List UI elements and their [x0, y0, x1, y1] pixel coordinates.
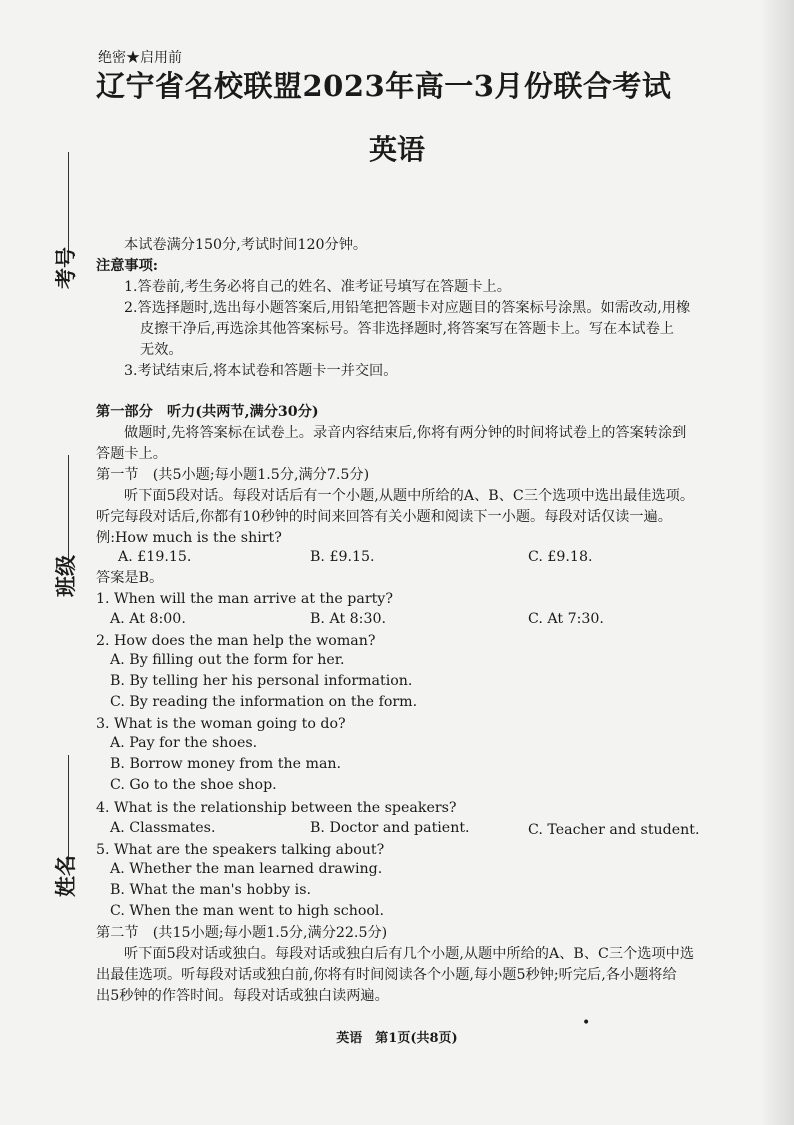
- q5-option-c: C. When the man went to high school.: [110, 903, 384, 919]
- note-2-end: 无效。: [140, 342, 183, 358]
- section1-instruction: 听下面5段对话。每段对话后有一个小题,从题中所给的A、B、C三个选项中选出最佳选项。: [124, 488, 695, 504]
- name-label: 姓名: [53, 855, 78, 897]
- q4-option-a: A. Classmates.: [110, 820, 216, 836]
- note-1: 1.答卷前,考生务必将自己的姓名、准考证号填写在答题卡上。: [124, 279, 511, 295]
- q1-option-b: B. At 8:30.: [310, 611, 387, 627]
- exam-no-line: [68, 152, 70, 260]
- confidential-label: 绝密★启用前: [98, 50, 182, 66]
- stray-mark: •: [582, 1015, 591, 1031]
- part1-title: 第一部分 听力(共两节,满分30分): [96, 404, 319, 420]
- exam-title: 辽宁省名校联盟2023年高一3月份联合考试: [96, 69, 672, 103]
- example-option-a: A. £19.15.: [118, 549, 192, 565]
- q2-option-b: B. By telling her his personal information.: [110, 673, 413, 689]
- page-footer: 英语 第1页(共8页): [336, 1031, 458, 1046]
- example-option-b: B. £9.15.: [310, 549, 375, 565]
- question-3: 3. What is the woman going to do?: [96, 716, 346, 732]
- note-2-cont: 皮擦干净后,再选涂其他答案标号。答非选择题时,将答案写在答题卡上。写在本试卷上: [140, 321, 674, 337]
- part1-instruction-cont: 答题卡上。: [96, 446, 167, 462]
- q1-option-c: C. At 7:30.: [528, 611, 604, 627]
- name-line: [68, 755, 70, 865]
- section2-instruction: 听下面5段对话或独白。每段对话或独白后有几个小题,从题中所给的A、B、C三个选项中选: [124, 946, 695, 962]
- notes-title: 注意事项:: [96, 258, 158, 274]
- q5-option-a: A. Whether the man learned drawing.: [110, 861, 383, 877]
- section2-title: 第二节 (共15小题;每小题1.5分,满分22.5分): [96, 925, 388, 941]
- class-label: 班级: [53, 555, 78, 597]
- question-4: 4. What is the relationship between the speakers?: [96, 800, 457, 816]
- q3-option-b: B. Borrow money from the man.: [110, 756, 342, 772]
- q2-option-a: A. By filling out the form for her.: [110, 652, 345, 668]
- question-2: 2. How does the man help the woman?: [96, 633, 376, 649]
- q3-option-a: A. Pay for the shoes.: [110, 735, 258, 751]
- example-option-c: C. £9.18.: [528, 549, 593, 565]
- section1-instruction-cont: 听完每段对话后,你都有10秒钟的时间来回答有关小题和阅读下一小题。每段对话仅读一遍。: [96, 509, 672, 525]
- q2-option-c: C. By reading the information on the form.: [110, 694, 418, 710]
- question-5: 5. What are the speakers talking about?: [96, 842, 385, 858]
- note-3: 3.考试结束后,将本试卷和答题卡一并交回。: [124, 363, 398, 379]
- note-2: 2.答选择题时,选出每小题答案后,用铅笔把答题卡对应题目的答案标号涂黑。如需改动,用橡: [124, 300, 691, 316]
- section1-title: 第一节 (共5小题;每小题1.5分,满分7.5分): [96, 467, 370, 483]
- question-1: 1. When will the man arrive at the party?: [96, 591, 393, 607]
- q4-option-c: C. Teacher and student.: [528, 822, 700, 838]
- section2-instruction-cont: 出最佳选项。听每段对话或独白前,你将有时间阅读各个小题,每小题5秒钟;听完后,各小题将给: [96, 967, 677, 983]
- page-edge-shadow: [760, 0, 794, 1125]
- score-line: 本试卷满分150分,考试时间120分钟。: [124, 237, 368, 253]
- part1-instruction: 做题时,先将答案标在试卷上。录音内容结束后,你将有两分钟的时间将试卷上的答案转涂到: [124, 425, 687, 441]
- exam-no-label: 考号: [53, 247, 78, 289]
- subject-title: 英语: [368, 133, 425, 166]
- q1-option-a: A. At 8:00.: [110, 611, 186, 627]
- q4-option-b: B. Doctor and patient.: [310, 820, 470, 836]
- q3-option-c: C. Go to the shoe shop.: [110, 777, 277, 793]
- example-question: 例:How much is the shirt?: [96, 530, 282, 546]
- q5-option-b: B. What the man's hobby is.: [110, 882, 312, 898]
- example-answer: 答案是B。: [96, 570, 164, 586]
- class-line: [68, 455, 70, 567]
- section2-instruction-end: 出5秒钟的作答时间。每段对话或独白读两遍。: [96, 988, 389, 1004]
